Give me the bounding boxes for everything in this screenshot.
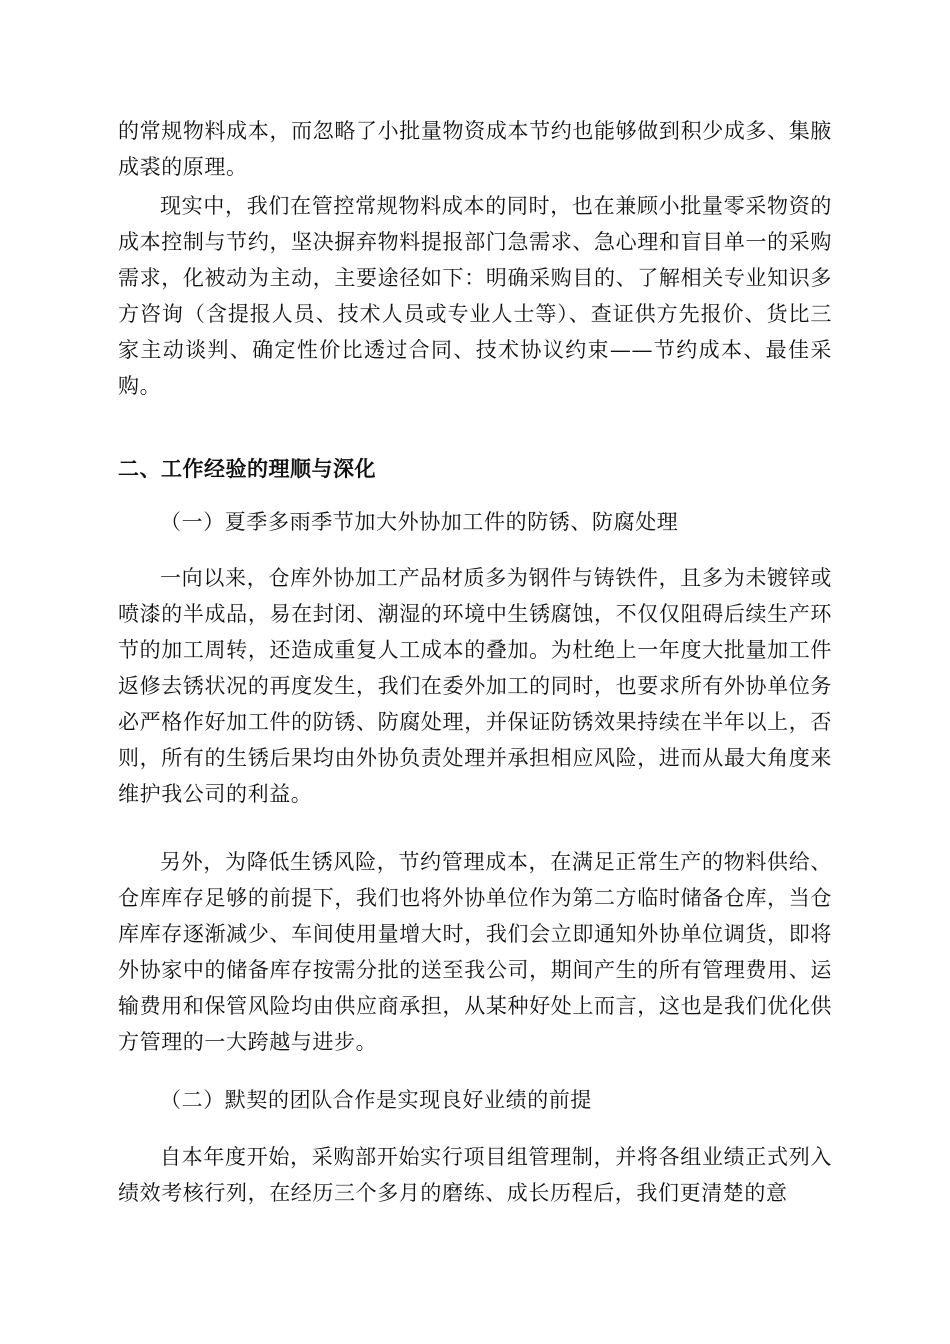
- paragraph-reality: 现实中，我们在管控常规物料成本的同时，也在兼顾小批量零采物资的成本控制与节约，坚决摒弃物料提报部门急需求、急心理和盲目单一的采购需求，化被动为主动，主要途径如下：明确采购目的、了解相关专业知识多方咨询（含提报人员、技术人员或专业人士等）、查证供方先报价、货比三家主动谈判、确定性价比透过合同、技术协议约束——节约成本、最佳采购。: [118, 194, 832, 398]
- paragraph-rust-2: 另外，为降低生锈风险，节约管理成本，在满足正常生产的物料供给、仓库库存足够的前提下，我们也将外协单位作为第二方临时储备仓库，当仓库库存逐渐减少、车间使用量增大时，我们会立即通知外协单位调货，即将外协家中的储备库存按需分批的送至我公司，期间产生的所有管理费用、运输费用和保管风险均由供应商承担，从某种好处上而言，这也是我们优化供方管理的一大跨越与进步。: [118, 850, 832, 1054]
- subheading-rust-protection: （一）夏季多雨季节加大外协加工件的防锈、防腐处理: [160, 510, 679, 534]
- paragraph-intro: 的常规物料成本，而忽略了小批量物资成本节约也能够做到积少成多、集腋成裘的原理。: [118, 119, 832, 179]
- paragraph-rust-1: 一向以来，仓库外协加工产品材质多为钢件与铸铁件，且多为未镀锌或喷漆的半成品，易在封闭、潮湿的环境中生锈腐蚀，不仅仅阻碍后续生产环节的加工周转，还造成重复人工成本的叠加。为杜绝上一年度大批量加工件返修去锈状况的再度发生，我们在委外加工的同时，也要求所有外协单位务必严格作好加工件的防锈、防腐处理，并保证防锈效果持续在半年以上，否则，所有的生锈后果均由外协负责处理并承担相应风险，进而从最大角度来维护我公司的利益。: [118, 566, 832, 806]
- section-heading: 二、工作经验的理顺与深化: [118, 457, 376, 481]
- paragraph-team: 自本年度开始，采购部开始实行项目组管理制，并将各组业绩正式列入绩效考核行列，在经历三个多月的磨练、成长历程后，我们更清楚的意: [118, 1145, 832, 1205]
- subheading-teamwork: （二）默契的团队合作是实现良好业绩的前提: [160, 1088, 592, 1112]
